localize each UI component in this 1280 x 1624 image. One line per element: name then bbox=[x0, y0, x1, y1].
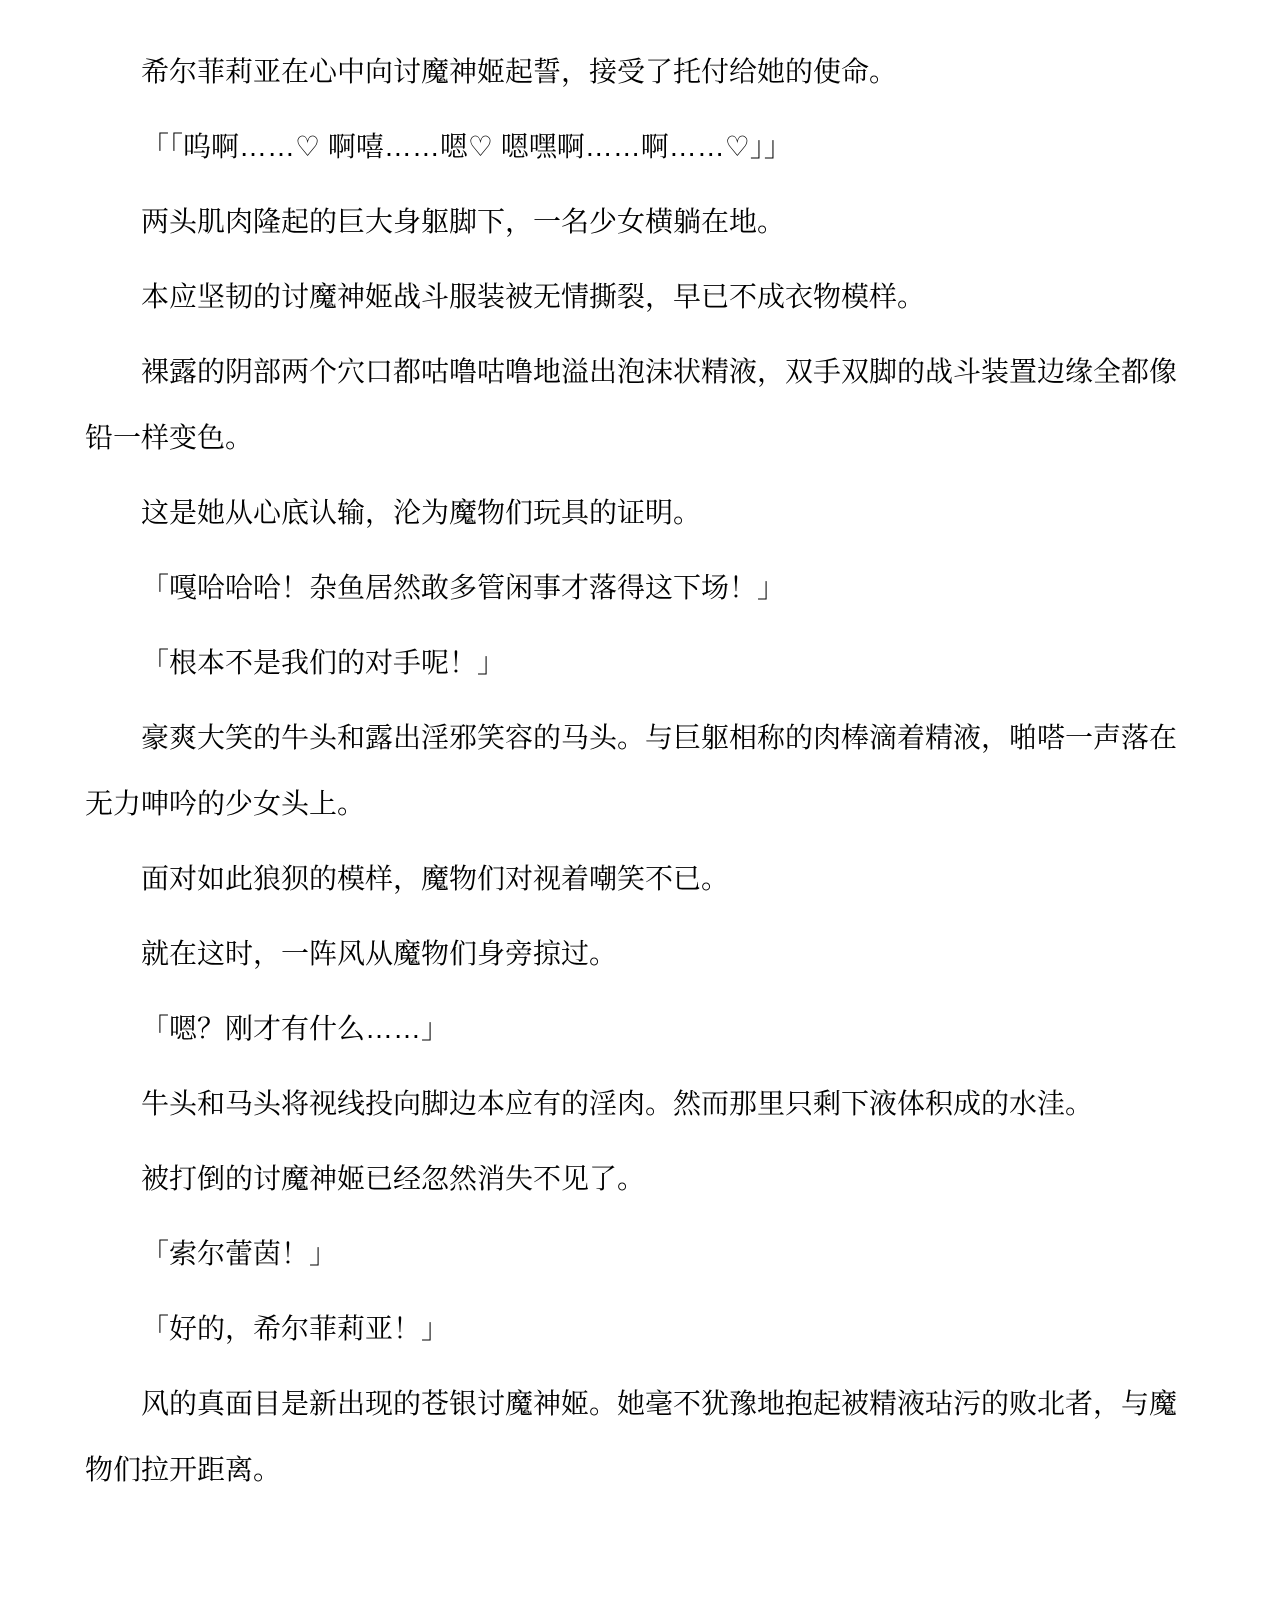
paragraph: 希尔菲莉亚在心中向讨魔神姬起誓，接受了托付给她的使命。 bbox=[141, 56, 898, 87]
paragraph: 裸露的阴部两个穴口都咕噜咕噜地溢出泡沫状精液，双手双脚的战斗装置边缘全都像铅一样变色。 bbox=[85, 356, 1178, 453]
paragraph: 牛头和马头将视线投向脚边本应有的淫肉。然而那里只剩下液体积成的水洼。 bbox=[141, 1088, 1094, 1119]
paragraph: 就在这时，一阵风从魔物们身旁掠过。 bbox=[141, 938, 618, 969]
paragraph-dialogue: 「「呜啊……♡ 啊嘻……嗯♡ 嗯嘿啊……啊……♡」」 bbox=[141, 131, 792, 162]
paragraph-dialogue: 「嘎哈哈哈！杂鱼居然敢多管闲事才落得这下场！」 bbox=[141, 572, 786, 603]
paragraph-dialogue: 「索尔蕾茵！」 bbox=[141, 1238, 338, 1269]
paragraph: 两头肌肉隆起的巨大身躯脚下，一名少女横躺在地。 bbox=[141, 206, 786, 237]
paragraph: 风的真面目是新出现的苍银讨魔神姬。她毫不犹豫地抱起被精液玷污的败北者，与魔物们拉开距离。 bbox=[85, 1388, 1178, 1485]
paragraph: 豪爽大笑的牛头和露出淫邪笑容的马头。与巨躯相称的肉棒滴着精液，啪嗒一声落在无力呻吟的少女头上。 bbox=[85, 722, 1178, 819]
paragraph: 被打倒的讨魔神姬已经忽然消失不见了。 bbox=[141, 1163, 646, 1194]
paragraph: 面对如此狼狈的模样，魔物们对视着嘲笑不已。 bbox=[141, 863, 730, 894]
paragraph: 这是她从心底认输，沦为魔物们玩具的证明。 bbox=[141, 497, 702, 528]
paragraph-dialogue: 「嗯？刚才有什么……」 bbox=[141, 1013, 450, 1044]
paragraph: 本应坚韧的讨魔神姬战斗服装被无情撕裂，早已不成衣物模样。 bbox=[141, 281, 926, 312]
paragraph-dialogue: 「好的，希尔菲莉亚！」 bbox=[141, 1313, 450, 1344]
paragraph-dialogue: 「根本不是我们的对手呢！」 bbox=[141, 647, 506, 678]
text-column bbox=[85, 39, 1195, 1503]
